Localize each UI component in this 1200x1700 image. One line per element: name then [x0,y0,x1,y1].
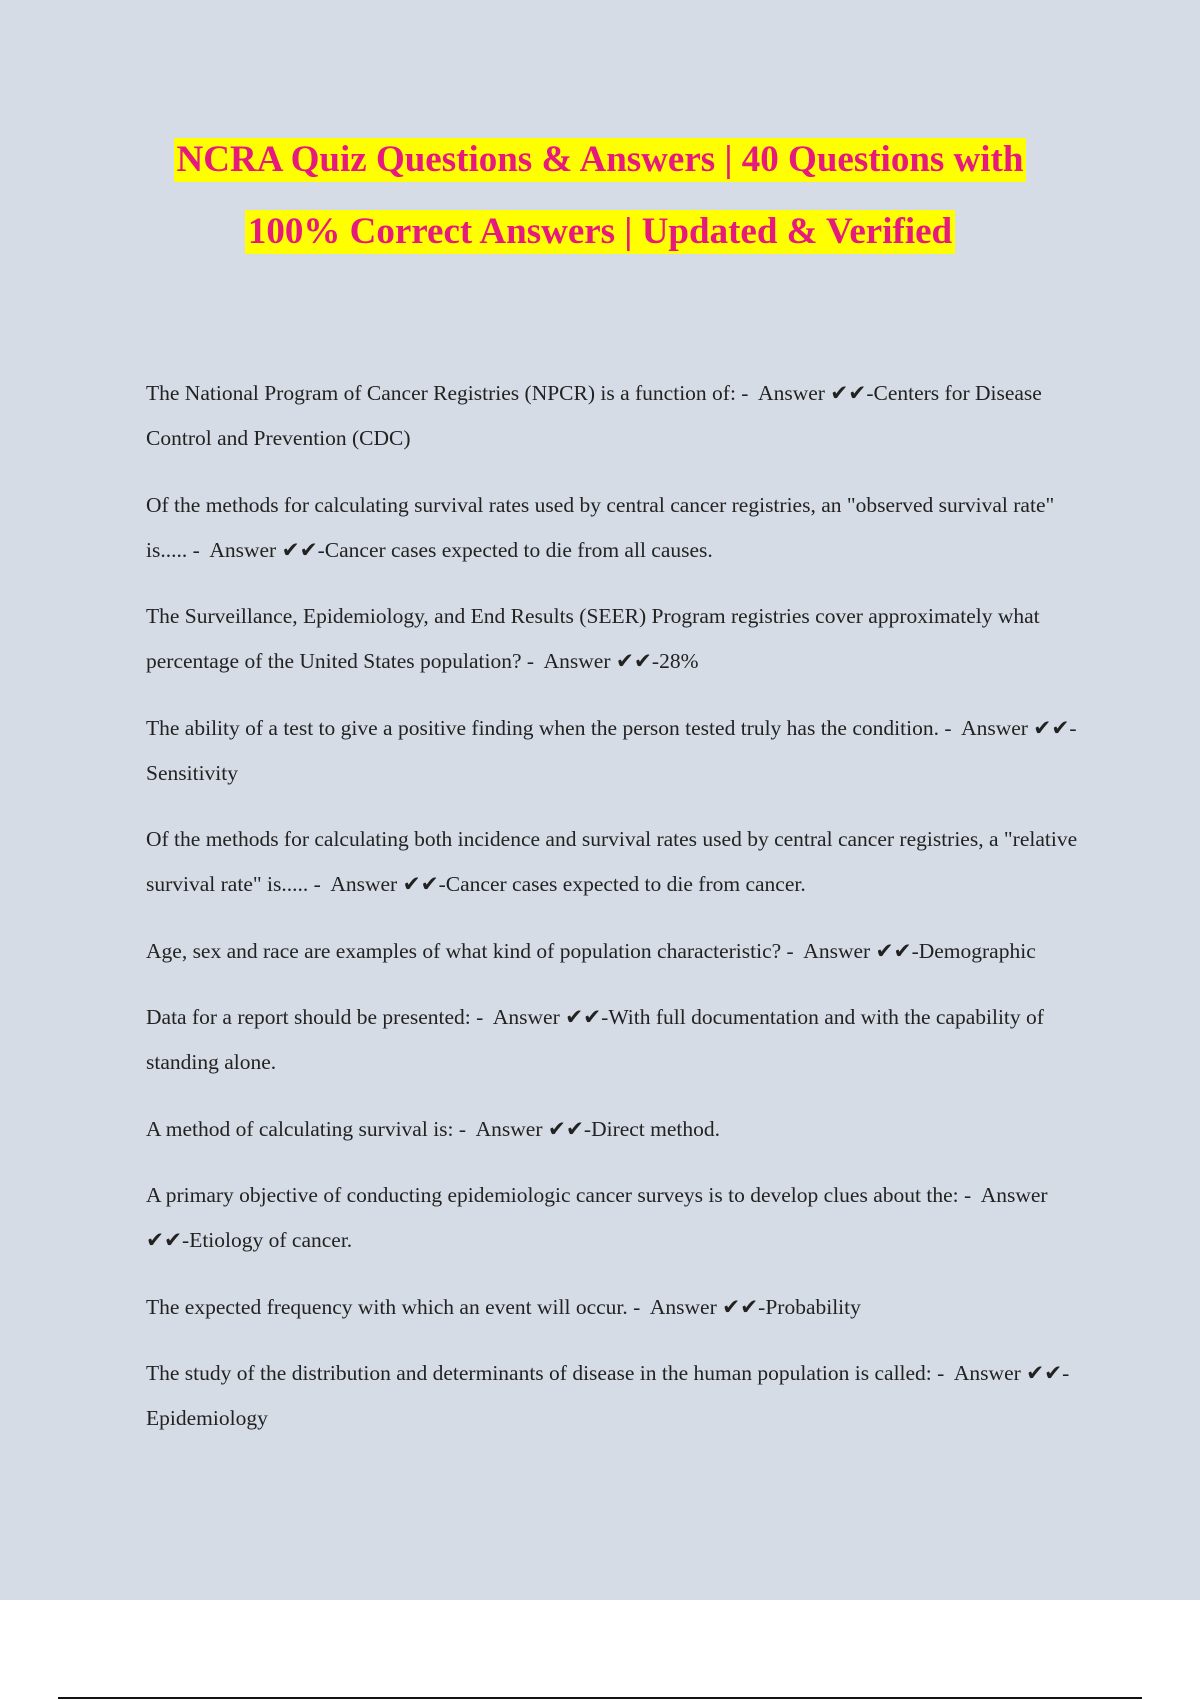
question-text: Of the methods for calculating both incidence and survival rates used by central cancer registries, a "relative survival rate" is..... - [146,827,1078,896]
answer-marker: Answer ✔✔- [146,1183,1048,1252]
qa-item [146,594,1096,684]
answer-marker: Answer ✔✔- [492,1005,609,1029]
answer-text: Cancer cases expected to die from cancer. [445,872,806,896]
question-text: A method of calculating survival is: - [146,1116,467,1141]
answer-marker: Answer ✔✔- [803,938,919,963]
qa-item [146,1285,1096,1330]
answer-text: Cancer cases expected to die from all causes. [324,537,713,562]
answer-text: Centers for Disease Control and Prevention (CDC) [146,381,1042,450]
question-text: The study of the distribution and determinants of disease in the human population is called: - [146,1361,945,1385]
question-text: The National Program of Cancer Registries (NPCR) is a function of: - [146,381,749,405]
answer-text: Etiology of cancer. [189,1228,353,1252]
qa-item [146,706,1096,796]
question-text: Age, sex and race are examples of what kind of population characteristic? - [146,938,794,963]
qa-item [146,1107,1096,1152]
qa-item [146,817,1096,907]
answer-marker: Answer ✔✔- [758,381,874,405]
answer-marker: Answer ✔✔- [475,1116,592,1141]
qa-item [146,995,1096,1085]
answer-text: Epidemiology [146,1406,268,1430]
qa-item [146,929,1096,974]
question-text: A primary objective of conducting epidemiologic cancer surveys is to develop clues about the: - [146,1183,972,1207]
answer-text: Demographic [918,938,1036,963]
answer-text: 28% [659,649,699,673]
qa-item [146,1173,1096,1263]
answer-marker: Answer ✔✔- [961,715,1077,740]
qa-item [146,1351,1096,1441]
question-text: Data for a report should be presented: - [146,1005,484,1029]
answer-marker: Answer ✔✔- [649,1294,766,1319]
qa-list [146,371,1096,1455]
document-title [0,138,1200,282]
qa-item [146,371,1096,461]
question-text: Of the methods for calculating survival rates used by central cancer registries, an "observed survival rate" is..... - [146,492,1055,562]
answer-marker: Answer ✔✔- [209,537,325,562]
footer-divider [58,1697,1142,1699]
question-text: The expected frequency with which an event will occur. - [146,1294,641,1319]
answer-marker: Answer ✔✔- [330,872,446,896]
answer-text: With full documentation and with the capability of standing alone. [146,1005,1044,1074]
question-text: The Surveillance, Epidemiology, and End Results (SEER) Program registries cover approximately what percentage of the United States population? - [146,604,1040,673]
answer-text: Probability [765,1294,861,1319]
question-text: The ability of a test to give a positive finding when the person tested truly has the condition. - [146,715,952,740]
answer-marker: Answer ✔✔- [543,649,660,673]
answer-marker: Answer ✔✔- [953,1361,1070,1385]
qa-item [146,483,1096,573]
answer-text: Direct method. [591,1116,721,1141]
answer-text: Sensitivity [146,760,238,785]
title-line-1: NCRA Quiz Questions & Answers | 40 Questions with [174,138,1027,182]
title-line-2: 100% Correct Answers | Updated & Verified [245,210,955,254]
